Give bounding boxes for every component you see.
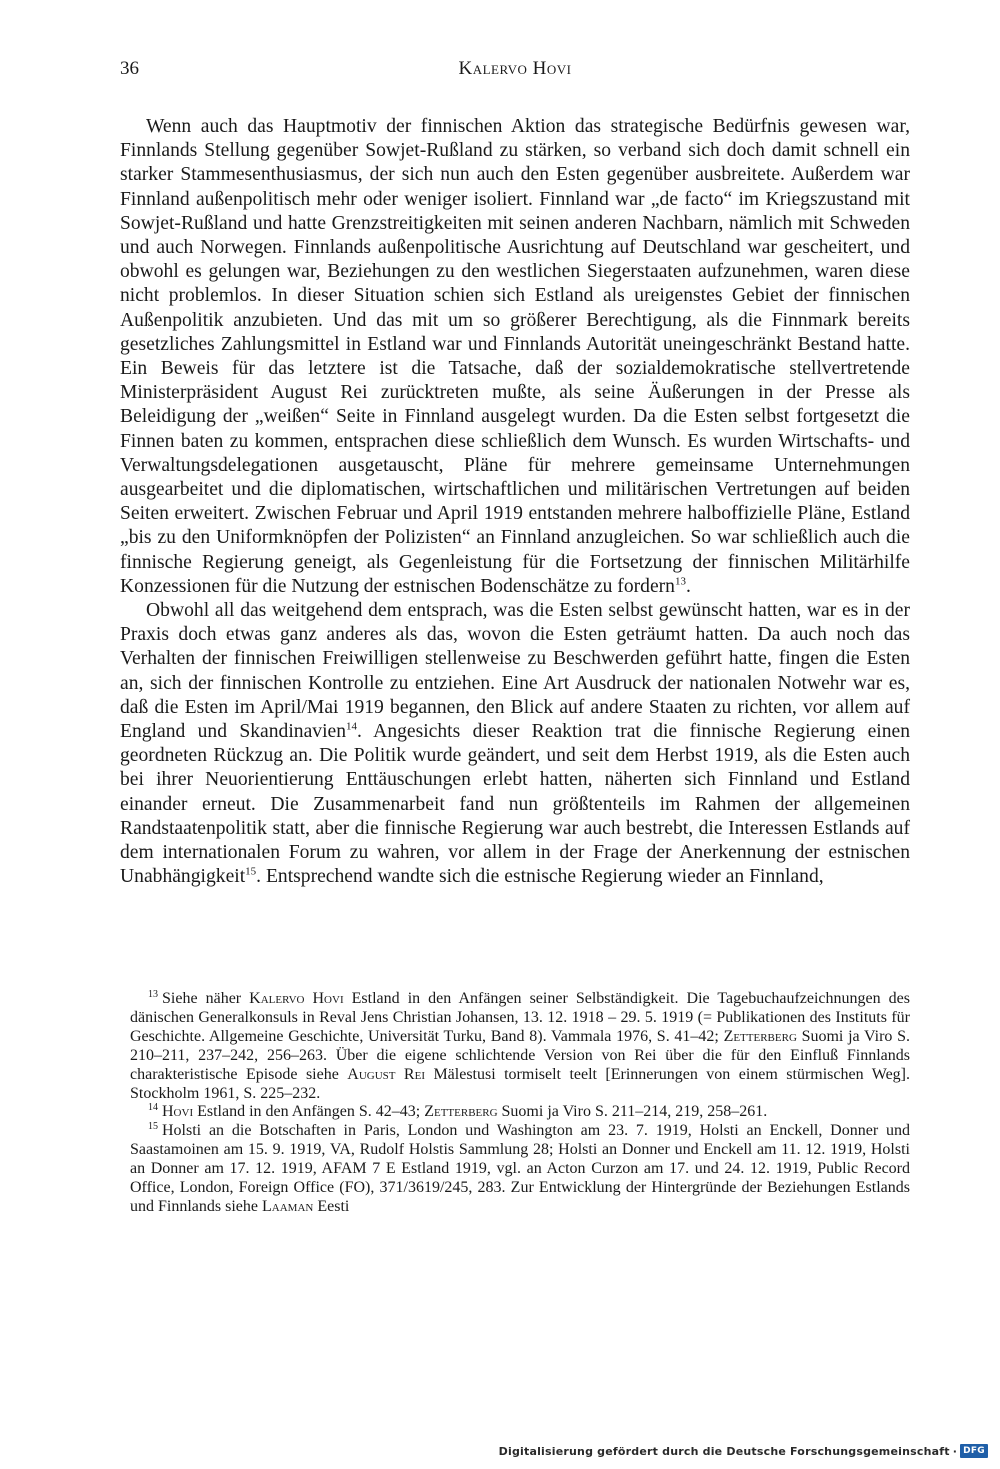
footnote-text: Holsti an die Botschaften in Paris, London und Washington am 23. 7. 1919, Holsti an Enckell, Donner und Saastamoinen am 15. 9. 1919, VA, Rudolf Holstis Sammlung 28; Holsti an Donner und Enckell am 11. 12. 1919, Holsti an Donner am 17. 12. 1919, AFAM 7 E Estland 1919, vgl. an Acton Curzon am 17. und 24. 12. 1919, Public Record Office, London, Foreign Office (FO), 371/3619/245, 283. Zur Entwicklung der Hintergründe der Beziehungen Estlands und Finnlands siehe [130,1122,910,1215]
footnote-reference[interactable]: 15 [245,865,257,878]
footnote-text: Suomi ja Viro S. 211–214, 219, 258–261. [497,1103,768,1121]
footnote-author: Zetterberg [424,1103,498,1121]
footnote-text: Mälestusi tormiselt teelt [Erinnerungen von einem stürmischen Weg]. Stockholm 1961, S. 225–232. [130,1065,911,1102]
footnote-number: 13 [148,988,158,1000]
footnote-author: Kalervo Hovi [249,990,344,1007]
footnote [130,1103,910,1122]
footnote-text: Estland in den Anfängen S. 42–43; [193,1103,425,1121]
paragraph: Wenn auch das Hauptmotiv der finnischen Aktion das strategische Bedürfnis gewesen war, Finnlands Stellung gegenüber Sowjet-Rußland zu stärken, so verband sich doch damit schnell ein starker Stammesenthusiasmus, der sich nun auch den Esten gegenüber ausbreitete. Außerdem war Finnland außenpolitisch mehr oder weniger isoliert. Finnland war „de facto“ im Kriegszustand mit Sowjet-Rußland und hatte Grenzstreitigkeiten mit seinen anderen Nachbarn, nämlich mit Schweden und auch Norwegen. Finnlands außenpolitische Ausrichtung auf Deutschland war gescheitert, und obwohl es gelungen war, Beziehungen zu den westlichen Siegerstaaten aufzunehmen, waren diese nicht problemlos. In dieser Situation schien sich Estland als ureigenstes Gebiet der finnischen Außenpolitik anzubieten. Und das mit um so größerer Berechtigung, als die Finnmark bereits gesetzliches Zahlungsmittel in Estland war und Finnlands Autorität uneingeschränkt Bestand hatte. Ein Beweis für das letztere ist die Tatsache, daß der sozialdemokratische stellvertretende Ministerpräsident August Rei zurücktreten mußte, als seine Äußerungen in der Presse als Beleidigung der „weißen“ Seite in Finnland ausgelegt wurden. Da die Esten selbst fortgesetzt die Finnen baten zu kommen, entsprachen diese schließlich dem Wunsch. Es wurden Wirtschafts- und Verwaltungsdelegationen ausgetauscht, Pläne für mehrere gemeinsame Unternehmungen ausgearbeitet und die diplomatischen, wirtschaftlichen und militärischen Vertretungen auf beiden Seiten erweitert. Zwischen Februar und April 1919 entstanden mehrere halboffizielle Pläne, Estland „bis zu den Uniformknöpfen der Polizisten“ an Finnland anzugleichen. So war schließlich auch die finnische Regierung geneigt, als Gegenleistung für die Fortsetzung der finnischen Militärhilfe Konzessionen für die Nutzung der estnischen Bodenschätze zu fordern$^{13}$. [120,116,910,597]
page-header [120,58,910,88]
main-text [120,115,910,890]
footnote-number: 15 [148,1121,158,1133]
footnote-author: Zetterberg [723,1027,797,1045]
digitization-credit [499,1441,988,1461]
footnote-text: Estland in den Anfängen seiner Selbständigkeit. Die Tagebuchaufzeichnungen des dänischen Generalkonsuls in Reval Jens Christian Johansen, 13. 12. 1918 – 29. 5. 1919 (= Publikationen des Instituts für Geschichte. Allgemeine Geschichte, Universität Turku, Band 8). Vammala 1976, S. 41–42; [130,990,911,1045]
footnote [130,990,910,1103]
footnote-text: Suomi ja Viro S. 210–211, 237–242, 256–263. Über die eigene schlichtende Version von Rei über die für den Einfluß Finnlands charakteristische Episode siehe [130,1027,911,1083]
footnote-author: August Rei [347,1065,425,1083]
footnote-reference[interactable]: 13 [674,575,686,588]
footnote-number: 14 [148,1102,158,1114]
footnotes [130,990,910,1217]
footnote-author: Laaman [262,1197,314,1215]
footnote-reference[interactable]: 14 [346,720,358,733]
dfg-logo-icon: DFG [960,1444,988,1458]
footnote-text: Eesti [313,1197,350,1215]
page-number: 36 [120,58,139,79]
running-head: Kalervo Hovi [458,58,572,79]
credit-separator: · [952,1444,958,1458]
footnote [130,1122,910,1217]
footnote-text: Siehe näher [162,990,250,1007]
footnote-author: Hovi [162,1103,194,1121]
credit-text: Digitalisierung gefördert durch die Deutsche Forschungsgemeinschaft [498,1444,950,1458]
paragraph: Obwohl all das weitgehend dem entsprach, was die Esten selbst gewünscht hatten, war es in der Praxis doch etwas ganz anderes als das, wovon die Esten geträumt hatten. Da auch noch das Verhalten der finnischen Freiwilligen stellenweise zu Beschwerden geführt hatte, fingen die Esten an, sich der finnischen Kontrolle zu entziehen. Eine Art Ausdruck der nationalen Notwehr war es, daß die Esten im April/Mai 1919 begannen, den Blick auf andere Staaten zu richten, vor allem auf England und Skandinavien$^{14}$. Angesichts dieser Reaktion trat die finnische Regierung einen geordneten Rückzug an. Die Politik wurde geändert, und seit dem Herbst 1919, als die Esten auch bei ihrer Neuorientierung Enttäuschungen erlebt hatten, näherten sich Finnland und Estland einander erneut. Die Zusammenarbeit fand nun größtenteils im Rahmen der allgemeinen Randstaatenpolitik statt, aber die finnische Regierung war auch bestrebt, die Interessen Estlands auf dem internationalen Forum zu wahren, vor allem in der Frage der Anerkennung der estnischen Unabhängigkeit$^{15}$. Entsprechend wandte sich die estnische Regierung wieder an Finnland, [120,600,910,888]
